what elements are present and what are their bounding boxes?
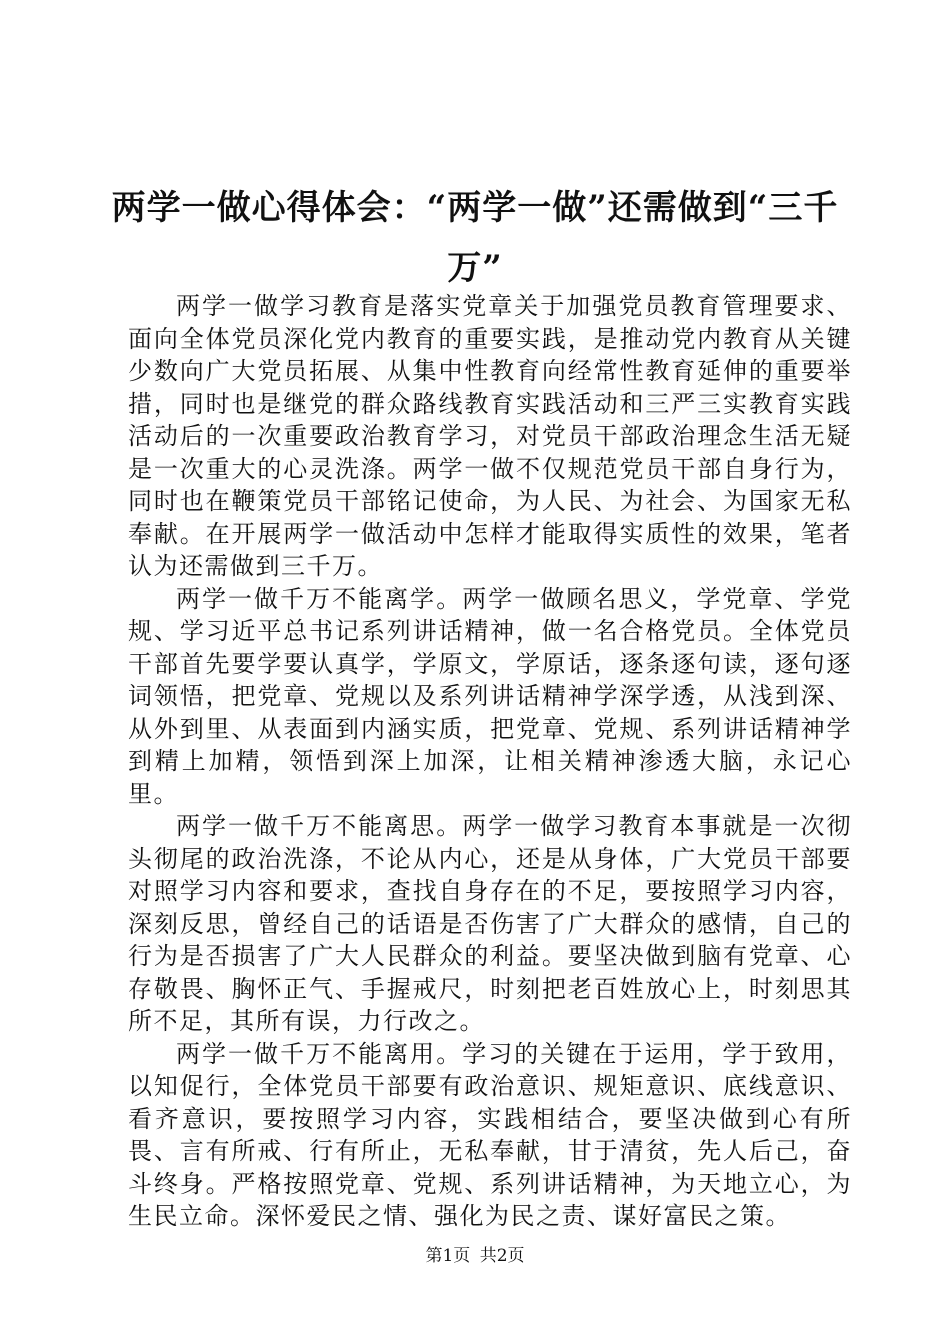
document-body	[128, 290, 852, 1233]
paragraph-apply: 两学一做千万不能离用。学习的关键在于运用，学于致用，以知促行，全体党员干部要有政治意识、规矩意识、底线意识、看齐意识，要按照学习内容，实践相结合，要坚决做到心有所畏、言有所戒、行有所止，无私奉献，甘于清贫，先人后己，奋斗终身。严格按照党章、党规、系列讲话精神，为天地立心，为生民立命。深怀爱民之情、强化为民之责、谋好富民之策。	[128, 1039, 852, 1230]
paragraph-study: 两学一做千万不能离学。两学一做顾名思义，学党章、学党规、学习近平总书记系列讲话精神，做一名合格党员。全体党员干部首先要学要认真学，学原文，学原话，逐条逐句读，逐句逐词领悟，把党章、党规以及系列讲话精神学深学透，从浅到深、从外到里、从表面到内涵实质，把党章、党规、系列讲话精神学到精上加精，领悟到深上加深，让相关精神渗透大脑，永记心里。	[128, 584, 852, 808]
document-title: 两学一做心得体会：“两学一做”还需做到“三千万”	[111, 188, 839, 288]
paragraph-reflect: 两学一做千万不能离思。两学一做学习教育本事就是一次彻头彻尾的政治洗涤，不论从内心，还是从身体，广大党员干部要对照学习内容和要求，查找自身存在的不足，要按照学习内容，深刻反思，曾经自己的话语是否伤害了广大群众的感情，自己的行为是否损害了广大人民群众的利益。要坚决做到脑有党章、心存敬畏、胸怀正气、手握戒尺，时刻把老百姓放心上，时刻思其所不足，其所有误，力行改之。	[128, 812, 852, 1035]
page-total: 共2页	[479, 1246, 525, 1266]
page-number: 第1页	[425, 1246, 471, 1266]
paragraph-intro: 两学一做学习教育是落实党章关于加强党员教育管理要求、面向全体党员深化党内教育的重要实践，是推动党内教育从关键少数向广大党员拓展、从集中性教育向经常性教育延伸的重要举措，同时也是继党的群众路线教育实践活动和三严三实教育实践活动后的一次重要政治教育学习，对党员干部政治理念生活无疑是一次重大的心灵洗涤。两学一做不仅规范党员干部自身行为，同时也在鞭策党员干部铭记使命，为人民、为社会、为国家无私奉献。在开展两学一做活动中怎样才能取得实质性的效果，笔者认为还需做到三千万。	[128, 292, 852, 580]
page-footer	[0, 1244, 950, 1268]
